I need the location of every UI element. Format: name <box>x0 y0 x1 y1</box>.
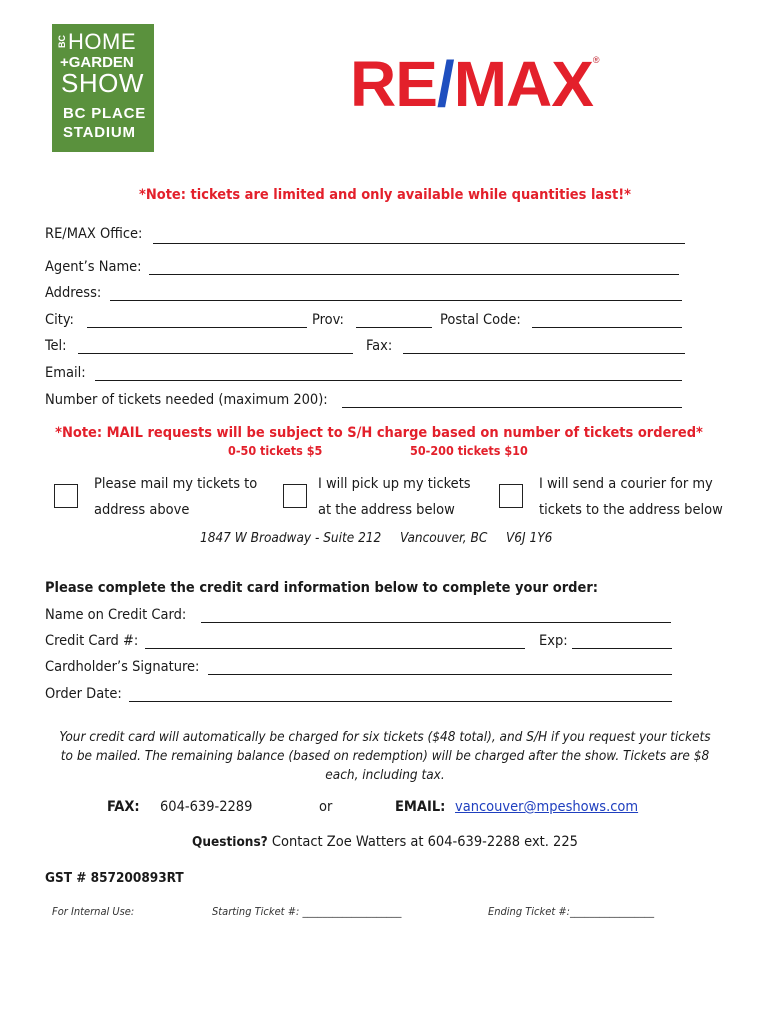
prov-label: Prov: <box>312 312 344 328</box>
remax-logo <box>350 48 599 120</box>
option-pickup-line2: at the address below <box>318 502 455 518</box>
order-date-label: Order Date: <box>45 686 122 702</box>
address-label: Address: <box>45 285 102 301</box>
office-label: RE/MAX Office: <box>45 226 143 242</box>
ending-ticket-field: Ending Ticket #:_________________ <box>488 905 655 918</box>
order-date-field[interactable] <box>129 701 672 702</box>
option-mail <box>94 471 257 523</box>
mail-tickets-checkbox[interactable] <box>54 484 78 508</box>
cc-number-field[interactable] <box>145 648 525 649</box>
charge-note-line1: Your credit card will automatically be charged for six tickets ($48 total), and S/H if you request your tickets <box>59 729 711 745</box>
cc-signature-label: Cardholder’s Signature: <box>45 659 200 675</box>
cc-name-field[interactable] <box>201 622 671 623</box>
mail-tier-2: 50-200 tickets $10 <box>410 443 528 458</box>
pickup-city: Vancouver, BC <box>400 530 488 546</box>
quantity-notice: *Note: tickets are limited and only available while quantities last!* <box>139 187 631 203</box>
registered-mark: ® <box>592 55 599 65</box>
fax-contact-value: 604-639-2289 <box>160 799 253 815</box>
tickets-needed-label: Number of tickets needed (maximum 200): <box>45 392 328 408</box>
mail-tier-1: 0-50 tickets $5 <box>228 443 323 458</box>
address-field[interactable] <box>110 300 682 301</box>
questions-line <box>0 834 770 850</box>
cc-name-label: Name on Credit Card: <box>45 607 187 623</box>
charge-note-line2: to be mailed. The remaining balance (based on redemption) will be charged after the show. Tickets are $8 <box>60 748 710 764</box>
fax-field[interactable] <box>403 353 685 354</box>
tel-field[interactable] <box>78 353 353 354</box>
cc-signature-field[interactable] <box>208 674 672 675</box>
email-contact-label: EMAIL: <box>395 799 446 815</box>
charge-note-line3: each, including tax. <box>325 767 445 783</box>
prov-field[interactable] <box>356 327 432 328</box>
logo-home-text: HOME <box>68 29 136 54</box>
mail-charge-note: *Note: MAIL requests will be subject to S/H charge based on number of tickets ordered* <box>55 425 703 441</box>
option-mail-line2: address above <box>94 502 190 518</box>
office-field[interactable] <box>153 243 685 244</box>
option-courier-line2: tickets to the address below <box>539 502 723 518</box>
logo-show-text: SHOW <box>61 68 144 98</box>
option-mail-line1: Please mail my tickets to <box>94 476 258 492</box>
city-label: City: <box>45 312 74 328</box>
starting-ticket-field: Starting Ticket #: ____________________ <box>212 905 402 918</box>
cc-exp-field[interactable] <box>572 648 672 649</box>
pickup-tickets-checkbox[interactable] <box>283 484 307 508</box>
courier-tickets-checkbox[interactable] <box>499 484 523 508</box>
email-field[interactable] <box>95 380 682 381</box>
postal-code-field[interactable] <box>532 327 682 328</box>
logo-stadium-line: STADIUM <box>63 124 136 141</box>
fax-label: Fax: <box>366 338 393 354</box>
option-courier-line1: I will send a courier for my <box>539 476 713 492</box>
agent-name-label: Agent’s Name: <box>45 259 142 275</box>
fax-contact-label: FAX: <box>107 799 140 815</box>
logo-bc-place-text <box>63 104 146 142</box>
credit-card-heading: Please complete the credit card information below to complete your order: <box>45 580 598 596</box>
email-label: Email: <box>45 365 86 381</box>
remax-max: MAX <box>453 48 593 120</box>
tickets-needed-field[interactable] <box>342 407 682 408</box>
option-courier <box>539 471 723 523</box>
remax-re: RE <box>350 48 437 120</box>
logo-garden-text: +GARDEN <box>60 54 134 71</box>
pickup-street: 1847 W Broadway - Suite 212 <box>200 530 382 546</box>
pickup-postal: V6J 1Y6 <box>506 530 553 546</box>
charge-note <box>0 728 770 785</box>
cc-exp-label: Exp: <box>539 633 568 649</box>
postal-code-label: Postal Code: <box>440 312 521 328</box>
logo-bc-place-line: BC PLACE <box>63 105 147 122</box>
email-contact-link[interactable]: vancouver@mpeshows.com <box>455 799 639 815</box>
option-pickup-line1: I will pick up my tickets <box>318 476 471 492</box>
cc-number-label: Credit Card #: <box>45 633 139 649</box>
city-field[interactable] <box>87 327 307 328</box>
gst-number: GST # 857200893RT <box>45 870 184 886</box>
or-text: or <box>319 799 333 815</box>
internal-use-label: For Internal Use: <box>52 905 135 918</box>
questions-text: Contact Zoe Watters at 604-639-2288 ext. 225 <box>271 834 578 850</box>
questions-label: Questions? <box>192 834 268 850</box>
agent-name-field[interactable] <box>149 274 679 275</box>
option-pickup <box>318 471 471 523</box>
tel-label: Tel: <box>45 338 67 354</box>
logo-bc-text: BC <box>57 35 67 48</box>
bc-home-garden-show-logo <box>52 24 154 152</box>
remax-slash: / <box>436 48 454 120</box>
